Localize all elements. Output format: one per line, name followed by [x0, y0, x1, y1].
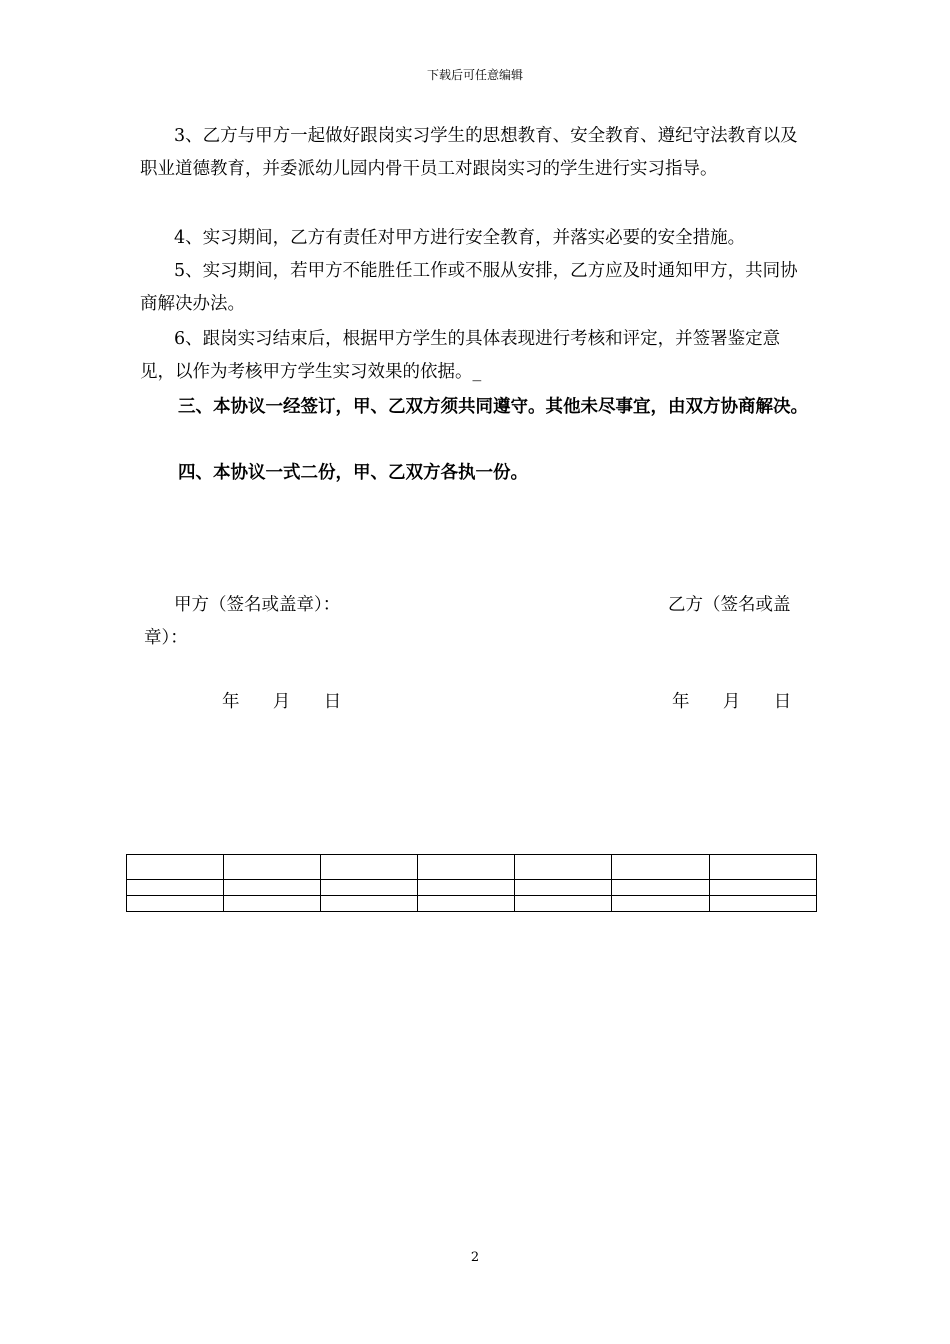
table-cell	[127, 880, 224, 896]
table-cell	[127, 855, 224, 880]
table-cell	[127, 896, 224, 912]
table-cell	[612, 896, 710, 912]
party-a-signature-label: 甲方（签名或盖章）：	[174, 595, 341, 615]
table-row	[127, 855, 817, 880]
page-header: 下载后可任意编辑	[426, 68, 523, 82]
party-b-date: 年 月 日	[672, 692, 792, 712]
table-cell	[710, 896, 817, 912]
paragraph-6: 6、跟岗实习结束后，根据甲方学生的具体表现进行考核和评定，并签署鉴定意见，以作为考核甲方学生实习效果的依据。_	[140, 329, 781, 382]
table-cell	[224, 896, 321, 912]
table-cell	[418, 896, 515, 912]
table-cell	[418, 880, 515, 896]
party-b-signature-label-cont: 章）：	[144, 628, 188, 648]
table-cell	[612, 855, 710, 880]
clause-three: 三、本协议一经签订，甲、乙双方须共同遵守。其他未尽事宜，由双方协商解决。	[178, 397, 808, 417]
paragraph-5: 5、实习期间，若甲方不能胜任工作或不服从安排，乙方应及时通知甲方，共同协商解决办法。	[140, 261, 798, 314]
table-row	[127, 880, 817, 896]
table-cell	[224, 855, 321, 880]
table-cell	[321, 880, 418, 896]
party-b-signature-label: 乙方（签名或盖	[668, 595, 791, 615]
table-cell	[418, 855, 515, 880]
clause-four: 四、本协议一式二份，甲、乙双方各执一份。	[178, 463, 528, 483]
table-cell	[515, 896, 612, 912]
table-cell	[321, 896, 418, 912]
paragraph-4: 4、实习期间，乙方有责任对甲方进行安全教育，并落实必要的安全措施。	[174, 228, 746, 248]
table-cell	[515, 855, 612, 880]
page-number: 2	[470, 1250, 480, 1265]
table-row	[127, 896, 817, 912]
table-cell	[321, 855, 418, 880]
table-cell	[515, 880, 612, 896]
table-cell	[224, 880, 321, 896]
party-a-date: 年 月 日	[222, 692, 342, 712]
table-cell	[612, 880, 710, 896]
table-cell	[710, 855, 817, 880]
paragraph-3: 3、乙方与甲方一起做好跟岗实习学生的思想教育、安全教育、遵纪守法教育以及职业道德教育，并委派幼儿园内骨干员工对跟岗实习的学生进行实习指导。	[140, 126, 798, 179]
blank-table	[126, 854, 817, 912]
table-cell	[710, 880, 817, 896]
